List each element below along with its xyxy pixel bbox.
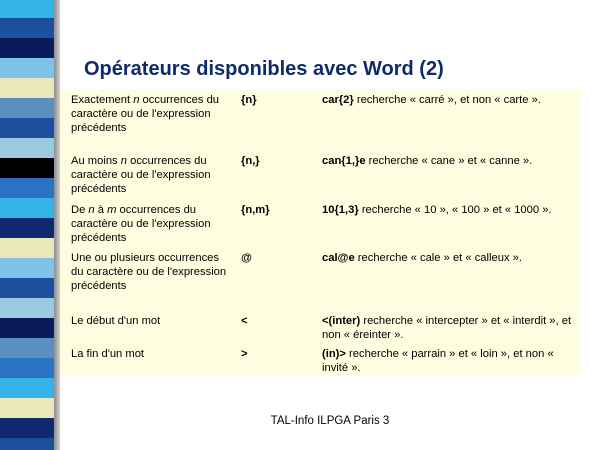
strip-square: [0, 338, 54, 358]
row-6-example: (in)> recherche « parrain » et « loin », et non « invité ».: [322, 348, 554, 374]
row-1-example: car{2} recherche « carré », et non « carte ».: [322, 94, 541, 106]
strip-square: [0, 98, 54, 118]
row-3-operator: {n,m}: [241, 204, 270, 216]
decorative-side-strip: [0, 0, 60, 450]
strip-square: [0, 158, 54, 178]
strip-square: [0, 178, 54, 198]
strip-square: [0, 38, 54, 58]
strip-square: [0, 298, 54, 318]
row-5-example: <(inter) recherche « intercepter » et « interdit », et non « éreinter ».: [322, 315, 572, 341]
strip-square: [0, 438, 54, 450]
footer-text: TAL-Info ILPGA Paris 3: [270, 415, 390, 427]
strip-square: [0, 118, 54, 138]
row-4-operator: @: [241, 252, 252, 264]
row-1-description: Exactement n occurrences du caractère ou de l'expression précédents: [71, 94, 220, 134]
strip-square: [0, 18, 54, 38]
strip-square: [0, 198, 54, 218]
strip-square: [0, 58, 54, 78]
strip-square: [0, 0, 54, 18]
slide-title: Opérateurs disponibles avec Word (2): [84, 58, 444, 80]
strip-square: [0, 278, 54, 298]
row-4-description: Une ou plusieurs occurrences du caractère ou de l'expression précédents: [71, 252, 227, 292]
row-6-description: La fin d'un mot: [71, 348, 145, 360]
strip-square: [0, 258, 54, 278]
row-1-operator: {n}: [241, 94, 257, 106]
strip-square: [0, 78, 54, 98]
row-5-operator: <: [241, 315, 248, 327]
row-6-operator: >: [241, 348, 248, 360]
row-3-example: 10{1,3} recherche « 10 », « 100 » et « 1000 ».: [322, 204, 552, 216]
strip-square: [0, 238, 54, 258]
strip-square: [0, 358, 54, 378]
strip-square: [0, 378, 54, 398]
row-5-description: Le début d'un mot: [71, 315, 161, 327]
strip-square: [0, 318, 54, 338]
strip-square: [0, 218, 54, 238]
operators-table: [60, 89, 580, 375]
row-2-operator: {n,}: [241, 155, 260, 167]
row-4-example: cal@e recherche « cale » et « calleux ».: [322, 252, 522, 264]
row-3-description: De n à m occurrences du caractère ou de l'expression précédents: [71, 204, 211, 244]
strip-square: [0, 138, 54, 158]
row-2-example: can{1,}e recherche « cane » et « canne ».: [322, 155, 533, 167]
row-2-description: Au moins n occurrences du caractère ou de l'expression précédents: [71, 155, 211, 195]
